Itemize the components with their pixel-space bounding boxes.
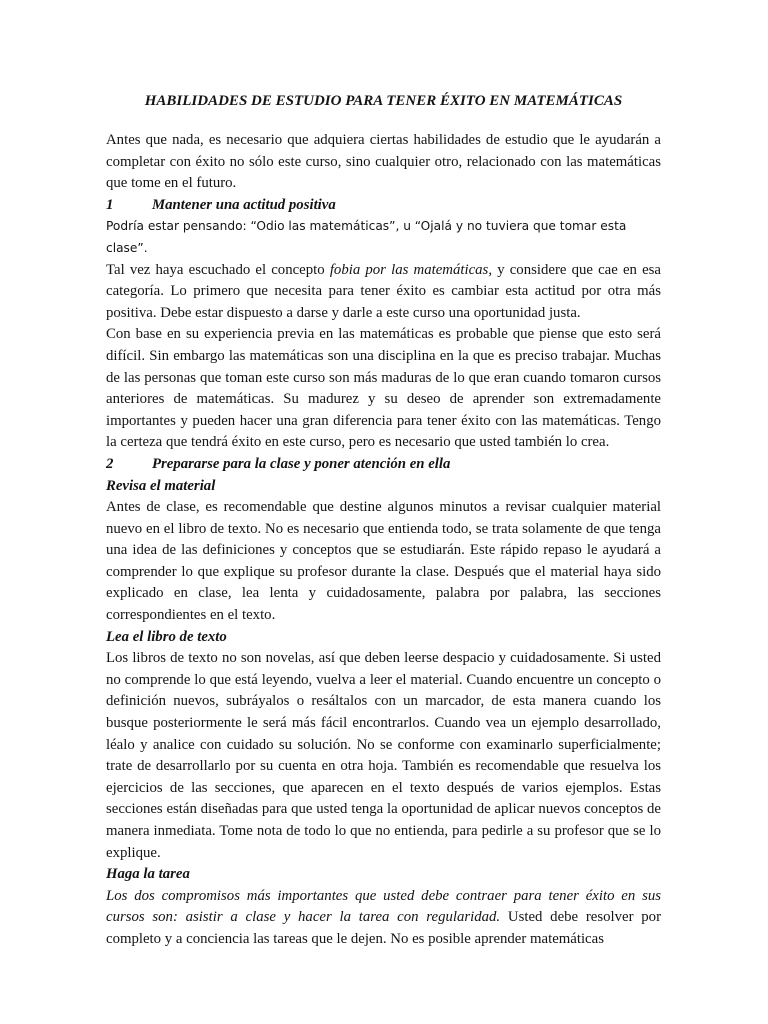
section-1-heading [106,195,661,217]
section-2-paragraph-3 [106,886,661,951]
section-1-p1-italic: fobia por las matemáticas, [329,261,493,278]
section-1-p1-text-b: y considere que cae en esa categoría. Lo primero que necesita para tener éxito es cambiar esta actitud por otra más positiva. Debe estar dispuesto a darse y darle a este curso una oportunidad justa. [106,261,661,321]
section-1-title: Mantener una actitud positiva [152,196,336,213]
subheading-revisa-material: Revisa el material [106,477,216,494]
subheading-lea-libro: Lea el libro de texto [106,628,227,645]
document-title: HABILIDADES DE ESTUDIO PARA TENER ÉXITO EN MATEMÁTICAS [144,93,623,109]
section-2-p3-text: Usted debe resolver por completo y a conciencia las tareas que le dejen. No es posible aprender matemáticas [106,909,661,947]
section-1-p1-text-a: Tal vez haya escuchado el concepto [106,261,330,278]
section-2-paragraph-1: Antes de clase, es recomendable que destine algunos minutos a revisar cualquier material nuevo en el libro de texto. No es necesario que entienda todo, se trata solamente de que tenga una idea de las definiciones y conceptos que se estudiarán. Este rápido repaso le ayudará a comprender lo que explique su profesor durante la clase. Después que el material haya sido explicado en clase, lea lenta y cuidadosamente, palabra por palabra, las secciones correspondientes en el texto. [106,499,661,624]
subheading-haga-tarea: Haga la tarea [106,866,190,883]
section-1-number: 1 [106,196,114,213]
section-1-paragraph-1 [106,260,661,325]
intro-paragraph: Antes que nada, es necesario que adquiera ciertas habilidades de estudio que le ayudarán a completar con éxito no sólo este curso, sino cualquier otro, relacionado con las matemáticas que tome en el futuro. [106,132,661,192]
section-2-number: 2 [106,455,114,472]
section-2-paragraph-2: Los libros de texto no son novelas, así que deben leerse despacio y cuidadosamente. Si usted no comprende lo que está leyendo, vuelva a leer el material. Cuando encuentre un concepto o definición nuevos, subráyalos o resáltalos con un marcador, de esta manera cuando los busque posteriormente le será más fácil encontrarlos. Cuando vea un ejemplo desarrollado, léalo y analice con cuidado su solución. No se conforme con examinarlo superficialmente; trate de desarrollarlo por su cuenta en otra hoja. También es recomendable que resuelva los ejercicios de las secciones, que aparecen en el texto después de varios ejemplos. Estas secciones están diseñadas para que usted tenga la oportunidad de aplicar nuevos conceptos de manera inmediata. Tome nota de todo lo que no entienda, para pedirle a su profesor que se lo explique. [106,650,661,861]
section-1-quote: Podría estar pensando: “Odio las matemáticas”, u “Ojalá y no tuviera que tomar esta clase”. [106,219,627,255]
section-2-p3-italic: Los dos compromisos más importantes que usted debe contraer para tener éxito en sus cursos son: asistir a clase y hacer la tarea con regularidad. [106,887,661,926]
section-2-heading [106,454,661,476]
section-1-paragraph-2: Con base en su experiencia previa en las matemáticas es probable que piense que esto será difícil. Sin embargo las matemáticas son una disciplina en la que es preciso trabajar. Muchas de las personas que toman este curso son más maduras de lo que eran cuando tomaron cursos anteriores de matemáticas. Su madurez y su deseo de aprender son extremadamente importantes y pueden hacer una gran diferencia para tener éxito con las matemáticas. Tengo la certeza que tendrá éxito en este curso, pero es necesario que usted también lo crea. [106,326,661,451]
section-2-title: Prepararse para la clase y poner atención en ella [152,455,451,472]
